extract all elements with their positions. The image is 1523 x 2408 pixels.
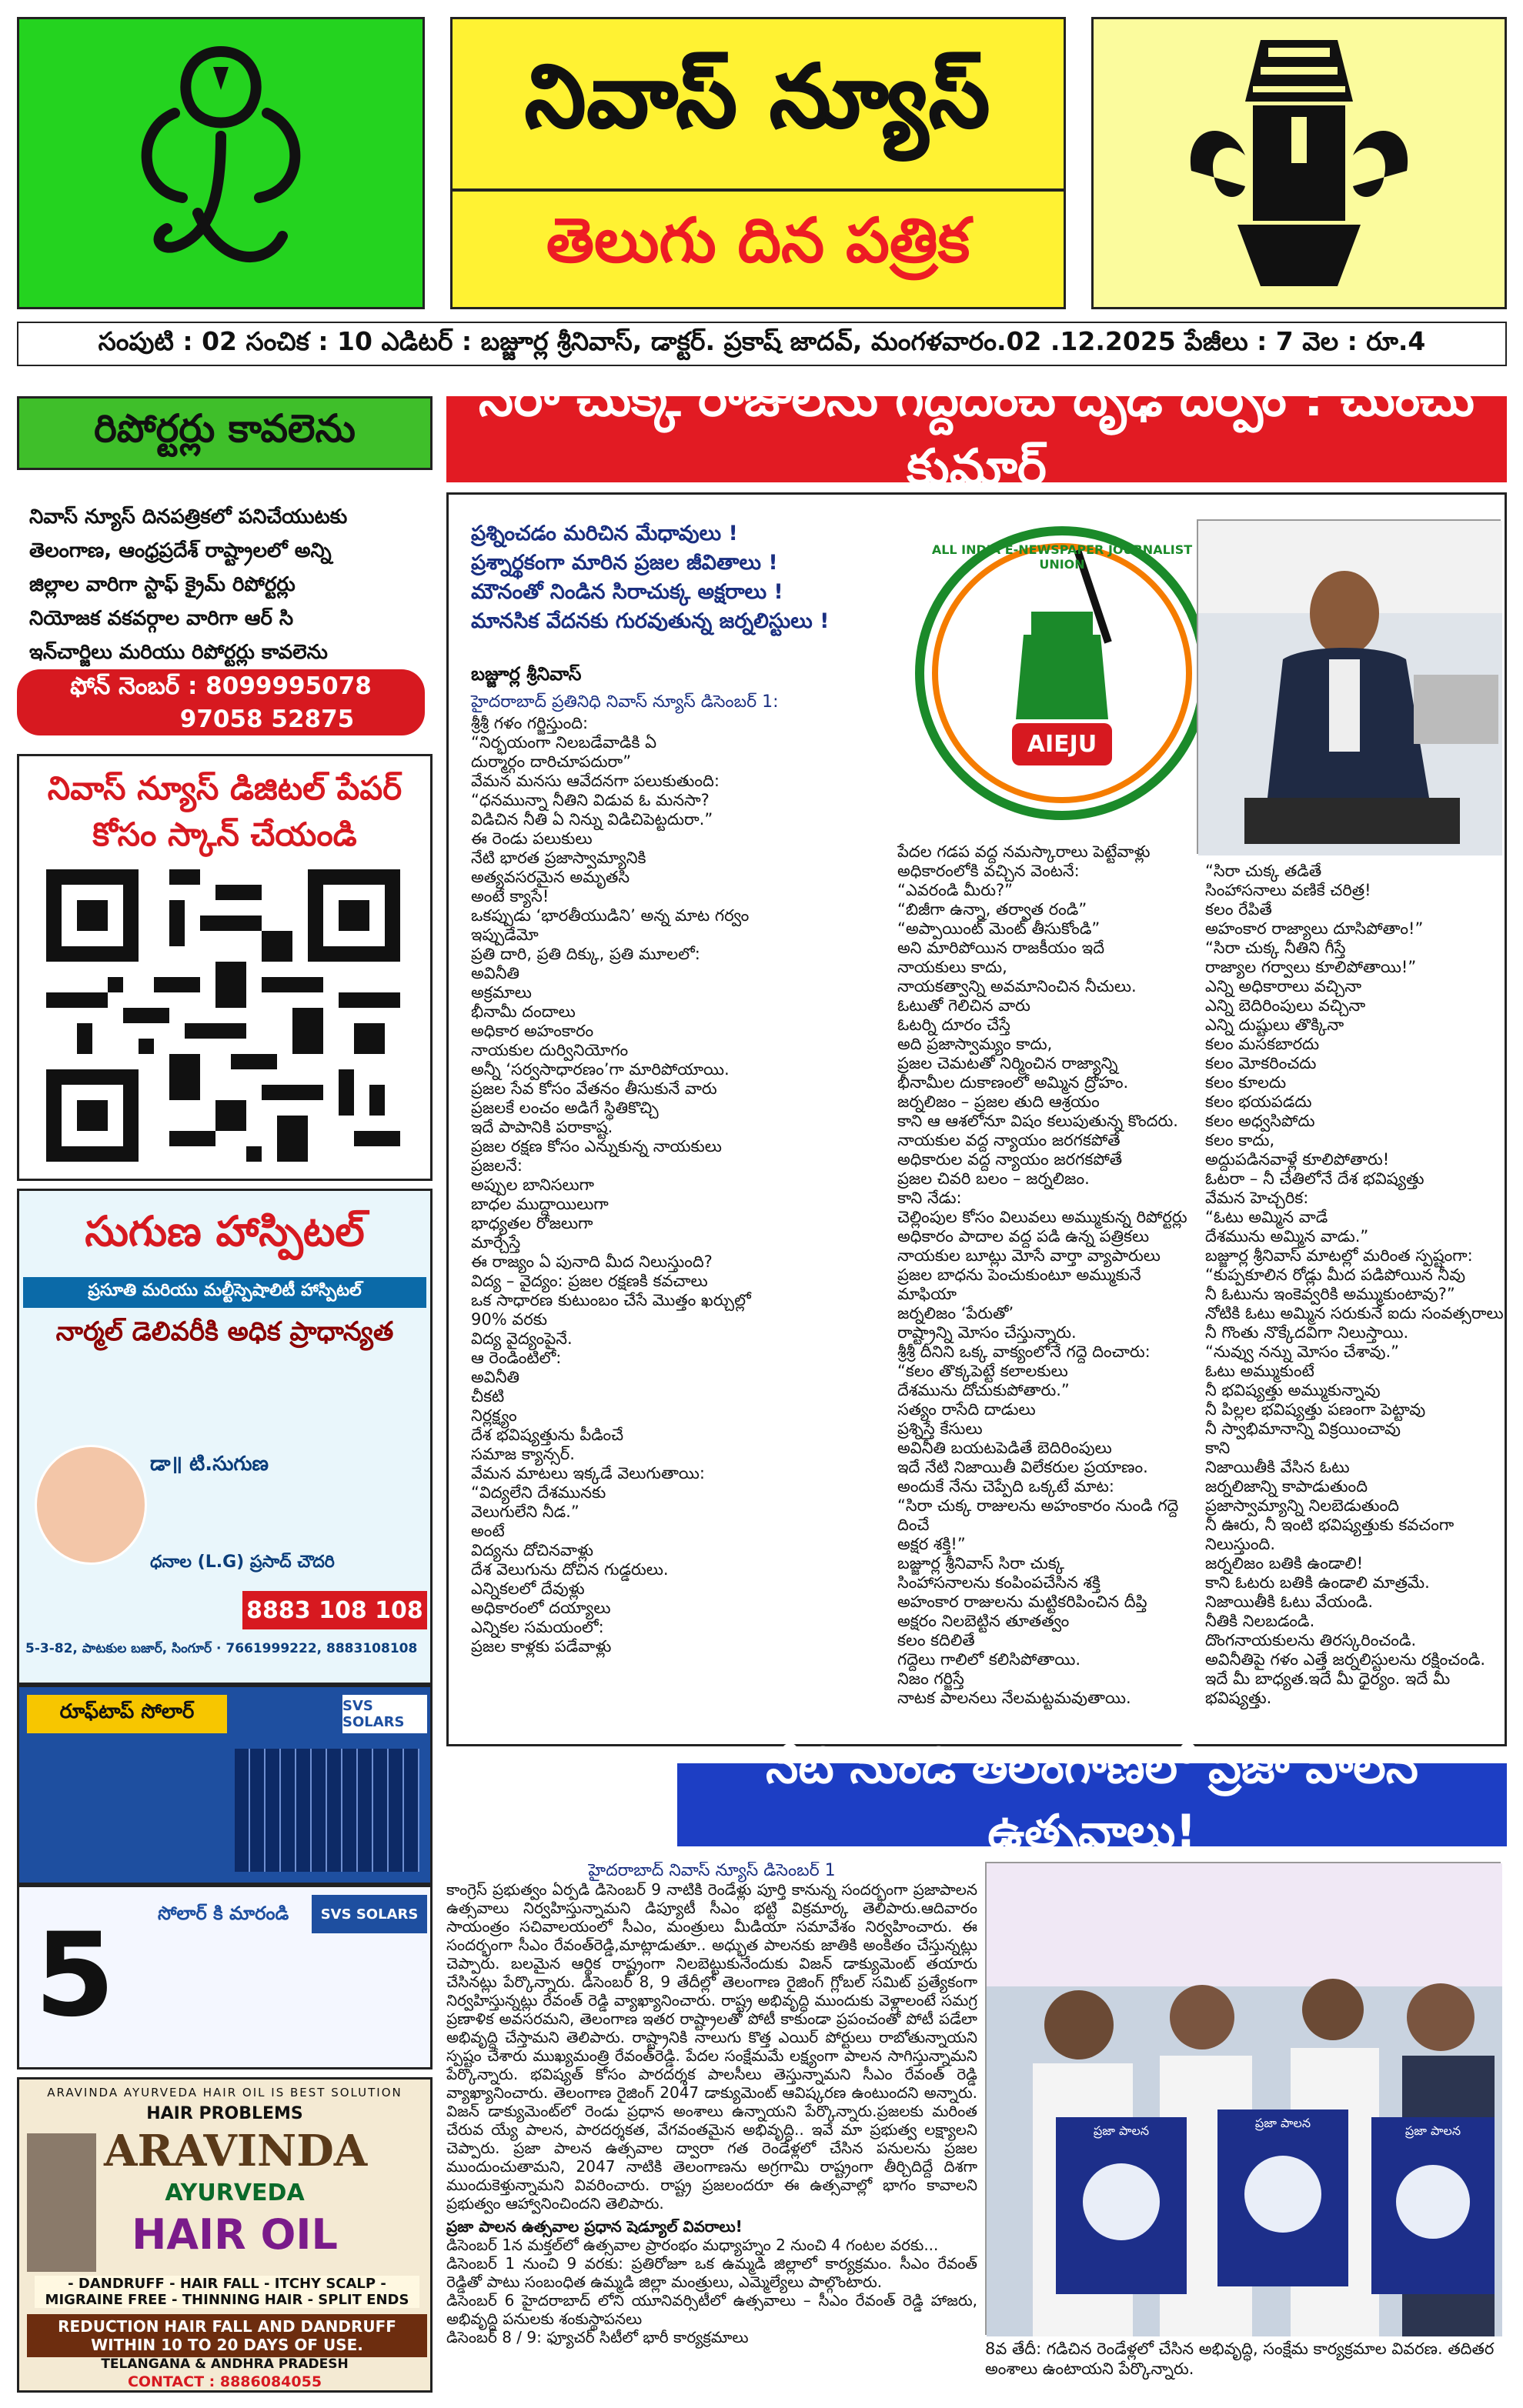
solar-title: రూఫ్‌టాప్ సోలార్ (27, 1695, 227, 1733)
solar-number: 5 (35, 1909, 115, 2043)
reporters-phone-box (17, 669, 425, 735)
article1-poem (471, 519, 902, 636)
doctor-name: డా॥ టి.సుగుణ (150, 1452, 269, 1476)
article2-headline: నేటి నుండి తెలంగాణలో ప్రజా పాలన ఉత్సవాలు! (677, 1763, 1507, 1846)
article2-paragraph: కాంగ్రెస్ ప్రభుత్వం ఏర్పడి డిసెంబర్ 9 నాటికి రెండేళ్లు పూర్తి కానున్న సందర్భంగా ప్రజాపాలన ఉత్సవాలు నిర్వహిస్తున్నామని డిప్యూటీ సీఎం భట్టి విక్రమార్క తెలిపారు.ఆదివారం సాయంత్రం సచివాలయంలో సీఎం, మంత్రులు మీడియా సమావేశం నిర్వహించారు. ఈ సందర్భంగా సీఎం రేవంత్‌రెడ్డి,మాట్లాడుతూ.. అధ్భుత పాలనకు జాతికి అంకితం చేస్తున్నట్లు చెప్పారు. బలమైన ఆర్థిక రాష్ట్రంగా నిలబెట్టుకునేందుకు విజన్ డాక్యుమెంట్ తయారు చేసినట్లు పేర్కొన్నారు. డిసెంబర్ 8, 9 తేదీల్లో తెలంగాణ రైజింగ్ గ్లోబల్ సమిట్ ప్రత్యేకంగా నిర్వహిస్తున్నట్లు రేవంత్ రెడ్డి వ్యాఖ్యానించారు. రాష్ట్ర అభివృద్ధి ముందుకు వెళ్లాలంటే సమగ్ర ప్రణాళిక అవసరమని, తెలంగాణ ఇతర రాష్ట్రాలతో పోటీ కాకుండా ప్రపంచంతో పోటీ పడేలా అభివృద్ధి చేస్తామని తెలిపారు. రాష్ట్రానికి నాలుగు కొత్త ఎయిర్ పోర్టులు రాబోతున్నాయని స్పష్టం చేశారు ముఖ్యమంత్రి రేవంత్‌రెడ్డి. పేదల సంక్షేమమే లక్ష్యంగా పాలన సాగిస్తున్నామని పేర్కొన్నారు. భవిష్యత్ కోసం పారదర్శక పాలసీలు తెస్తున్నామని సీఎం రేవంత్ రెడ్డి వ్యాఖ్యానించారు. తెలంగాణ రైజింగ్ 2047 డాక్యుమెంట్ ఆవిష్కరణ ఉంటుందని అన్నారు. విజన్ డాక్యుమెంట్‌లో రెండు ప్రధాన అంశాలు ఉన్నాయని పేర్కొన్నారు.ప్రజలకు మరింత చేరువ య్యే పాలన, పారదర్శకత, వేగవంతమైన అభివృద్ధి.. ఇవే మా ప్రభుత్వ లక్ష్యాలని చెప్పారు. ప్రజా పాలన ఉత్సవాల ద్వారా గత రెండేళ్లలో చేసిన పనులను ప్రజల ముందుంచుతామని, 2047 నాటికి తెలంగాణను అగ్రగామి రాష్ట్రంగా తీర్చిదిద్దే దిశగా ముందుకెళ్తున్నామని వివరించారు. రాష్ట్ర ప్రజలందరూ ఈ ఉత్సవాల్లో భాగం కావాలని ప్రభుత్వం ఆహ్వానించిందని తెలిపారు. (446, 1880, 977, 2213)
hair-brand-3: HAIR OIL (132, 2210, 338, 2259)
reporters-wanted-title: రిపోర్టర్లు కావలెను (17, 396, 433, 470)
issue-info-bar: సంపుటి : 02 సంచిక : 10 ఎడిటర్ : బజ్జూర్ల శ్రీనివాస్, డాక్టర్. ప్రకాష్ జాదవ్, మంగళవారం.02 .12.2025 పేజీలు : 7 వెల : రూ.4 (17, 322, 1507, 366)
ganesha-icon (105, 36, 336, 290)
article1-column-1: శ్రీశ్రీ గళం గర్జిస్తుంది: “నిర్భయంగా నిలబడేవాడికి ఏ దుర్మార్గం దారిచూపదురా” వేమన మనసు ఆవేదనగా పలుకుతుంది: “ధనమున్నా నీతిని విడువ ఓ మనసా? విడిచిన నీతి ఏ నిన్ను విడిచిపెట్టదురా.” ఈ రెండు పలుకులు నేటి భారత ప్రజాస్వామ్యానికి అత్యవసరమైన అమృతసి అంటే క్యాసే! ఒకప్పుడు ‘భారతీయుడిని’ అన్న మాట గర్వం ఇప్పుడేమో ప్రతి దారి, ప్రతి దిక్కు, ప్రతి మూలలో: అవినీతి అక్రమాలు భీనామీ దందాలు అధికార అహంకారం నాయకుల దుర్వినియోగం అన్నీ ‘సర్వసాధారణం’గా మారిపోయాయి. ప్రజల సేవ కోసం వేతనం తీసుకునే వారు ప్రజలకే లంచం అడిగే స్థితికొచ్చి ఇదే పాపానికి పరాకాష్ట. ప్రజల రక్షణ కోసం ఎన్నుకున్న నాయకులు ప్రజలనే: అప్పుల బానిసలుగా బాధల ముద్దాయిలుగా భాధ్యతల రోజలుగా మార్చేస్తే ఈ రాజ్యం ఏ పునాది మీద నిలుస్తుంది? విద్య – వైద్యం: ప్రజల రక్షణకి కవచాలు ఒక సాధారణ కుటుంబం చేసే మొత్తం ఖర్చుల్లో 90% వరకు విద్య వైద్యంపైనే. ఆ రెండింటిలో: అవినీతి చీకటి నిర్లక్ష్యం దేశ భవిష్యత్తును పీడించే సమాజ క్యాన్సర్. వేమన మాటలు ఇక్కడే వెలుగుతాయి: “విద్యలేని దేశమునకు వెలుగులేని నీడ.” అంటే విద్యను దోచినవాళ్లు దేశ వెలుగును దోచిన గుడ్డరులు. ఎన్నికలలో దేవుళ్లు అధికారంలో దయ్యాలు ఎన్నికల సమయంలో: ప్రజల కాళ్లకు పడేవాళ్లు (471, 714, 751, 1656)
solar-sub: సోలార్ కి మారండి (158, 1903, 289, 1924)
balaji-icon (1176, 32, 1422, 294)
article2-body (446, 1862, 977, 2393)
reporters-line: నియోజక వకవర్గాల వారిగా ఆర్ సి (29, 607, 294, 630)
aieju-logo (885, 519, 1239, 835)
hair-brand-1: ARAVINDA (104, 2126, 368, 2176)
aieju-name: ALL INDIA E-NEWSPAPER JOURNALIST UNION (931, 542, 1193, 572)
reporters-line: నివాస్ న్యూస్ దినపత్రికలో పనిచేయుటకు (29, 505, 348, 529)
solar-brand-2: SVS SOLARS (312, 1895, 427, 1933)
poster-label: ప్రజా పాలన (1404, 2123, 1461, 2138)
schedule-item: డిసెంబర్ 8 / 9: ఫ్యూచర్ సిటీలో భారీ కార్యక్రమాలు (446, 2328, 749, 2346)
article2-dateline: హైదరాబాద్ నివాస్ న్యూస్ డిసెంబర్ 1 (588, 1862, 836, 1880)
article2-schedule-title: ప్రజా పాలన ఉత్సవాల ప్రధాన షెడ్యూల్ వివరాలు! (446, 2217, 743, 2236)
phone-line: 97058 52875 (179, 705, 355, 733)
hospital-address: 5-3-82, పాటకుల బజార్, సింగూర్ · 7661999222, 8883108108 (25, 1641, 418, 1656)
poster-label: ప్రజా పాలన (1254, 2116, 1311, 2130)
article1-byline: బజ్జూర్ల శ్రీనివాస్ (471, 663, 582, 685)
manager-name: ధనాల (L.G) ప్రసాద్ చౌదరి (150, 1553, 335, 1572)
qr-title: నివాస్ న్యూస్ డిజిటల్ పేపర్ కోసం స్కాన్ చేయండి (47, 769, 402, 853)
article2-photo-caption: 8వ తేదీ: గడిచిన రెండేళ్లలో చేసిన అభివృద్ధి, సంక్షేమ కార్యక్రమాల వివరణ. తదితర అంశాలు ఉంటాయని పేర్కొన్నారు. (985, 2340, 1495, 2378)
hospital-title: సుగుణ హాస్పిటల్ (85, 1206, 365, 1256)
article1-column-3: “సిరా చుక్క తడితే సింహాసనాలు వణికే చరిత్ర! కలం రేపితే అహంకార రాజ్యాలు దూసిపోతాం!” “సిరా చుక్క నీతిని గీస్తే రాజ్యాల గర్వాలు కూలిపోతాయి!” ఎన్ని అధికారాలు వచ్చినా ఎన్ని బెదిరింపులు వచ్చినా ఎన్ని దుష్టులు తొక్కినా కలం మసకబారదు కలం మోకరించదు కలం కూలదు కలం భయపడదు కలం అధ్వసిపోదు కలం కాదు, అద్దుపడినవాళ్లే కూలిపోతారు! ఓటరా – నీ చేతిలోనే దేశ భవిష్యత్తు వేమన హెచ్చరిక: “ఓటు అమ్మిన వాడే దేశమును అమ్మిన వాడు.” బజ్జూర్ల శ్రీనివాస్ మాటల్లో మరింత స్పష్టంగా: “కుప్పకూలిన రోడ్లు మీద పడిపోయిన నీవు నీ ఓటును ఇంకెవ్వరికి అమ్ముకుంటావు?” నోటికి ఓటు అమ్మిన సరుకునే ఐదు సంవత్సరాలు నీ గొంతు నొక్కేదవిగా నిలుస్తాయి. “నువ్వు నన్ను మోసం చేశావు.” ఓటు అమ్ముకుంటే నీ భవిష్యత్తు అమ్ముకున్నావు నీ పిల్లల భవిష్యత్తు పణంగా పెట్టావు నీ స్వాభిమానాన్ని విక్రయించావు కాని నిజాయితీకి వేసిన ఓటు జర్నలిజాన్ని కాపాడుతుంది ప్రజాస్వామ్యాన్ని నిలబెడుతుంది నీ ఊరు, నీ ఇంటి భవిష్యత్తుకు కవచంగా నిలుస్తుంది. జర్నలిజం బతికి ఉండాలి! కాని ఓటరు బతికి ఉండాలి మాత్రమే. నిజాయితీకి ఓటు వేయండి. నీతికి నిలబడండి. దొంగనాయకులను తిరస్కరించండి. అవినీతిపై గళం ఎత్తే జర్నలిస్టులను రక్షించండి. ఇదే మీ బాధ్యత.ఇదే మీ ధైర్యం. ఇదే మీ భవిష్యత్తు. (1205, 862, 1504, 1707)
masthead-left-panel (17, 17, 425, 309)
article2-photo (985, 1862, 1501, 2335)
schedule-item: డిసెంబర్ 1న మక్తల్‌లో ఉత్సవాల ప్రారంభం మధ్యాహ్నం 2 నుంచి 4 గంటల వరకు... (446, 2236, 939, 2254)
article1-photo (1197, 519, 1501, 854)
hair-list: - DANDRUFF - HAIR FALL - ITCHY SCALP - MIGRAINE FREE - THINNING HAIR - SPLIT ENDS (35, 2276, 419, 2308)
aieju-abbr: AIEJU (1027, 731, 1097, 758)
newspaper-subtitle: తెలుగు దిన పత్రిక (453, 188, 1064, 304)
reporters-line: జిల్లాల వారిగా స్టాఫ్ క్రైమ్ రిపోర్టర్లు (29, 573, 296, 596)
hair-contact: CONTACT : 8886084055 (127, 2373, 322, 2390)
hair-claim: REDUCTION HAIR FALL AND DANDRUFF WITHIN 10 TO 20 DAYS OF USE. (27, 2314, 427, 2357)
article1-column-2: పేదల గడప వద్ద నమస్కారాలు పెట్టేవాళ్లు అధికారంలోకి వచ్చిన వెంటనే: “ఎవరండి మీరు?” “బిజీగా ఉన్నా, తర్వాత రండి” “అప్పాయింట్ మెంట్ తీసుకోండి” అని మారిపోయిన రాజకీయం ఇదే నాయకులు కాదు, నాయకత్వాన్ని అవమానించిన నీచులు. ఓటుతో గెలిచిన వారు ఓటర్ని దూరం చేస్తే అది ప్రజాస్వామ్యం కాదు, ప్రజల చెమటతో నిర్మించిన రాజ్యాన్ని భీనామీల దుకాణంలో అమ్మిన ద్రోహం. జర్నలిజం – ప్రజల తుది ఆశ్రయం కాని ఆ ఆశలోనూ విషం కలుపుతున్న కొందరు. నాయకుల వద్ద న్యాయం జరగకపోతే అధికారుల వద్ద న్యాయం జరగకపోతే ప్రజల చివరి బలం – జర్నలిజం. కాని నేడు: చెల్లింపుల కోసం విలువలు అమ్ముకున్న రిపోర్టర్లు అధికారం పాదాల వద్ద పడి ఉన్న పత్రికలు నాయకుల బూట్లు మోసే వార్తా వ్యాపారులు ప్రజల బాధను పెంచుకుంటూ అమ్ముకునే మాఫియా జర్నలిజం ‘పేరుతో’ రాష్ట్రాన్ని మోసం చేస్తున్నారు. శ్రీశ్రీ దీనిని ఒక్క వాక్యంలోనే గద్దె దించారు: “కలం తొక్కపెట్టే కలాలకులు దేశమును దోచుకుపోతారు.” సత్యం రాసేది దాడులు ప్రశ్నిస్తే కేసులు అవినీతి బయటపెడితే బెదిరింపులు ఇదే నేటి నిజాయితీ విలేకరుల ప్రయాణం. అందుకే నేను చెప్పేది ఒక్కటే మాట: “సిరా చుక్క రాజులను అహంకారం నుండి గద్దె దించే అక్షర శక్తి!” బజ్జూర్ల శ్రీనివాస్ సిరా చుక్క సింహాసనాలను కంపింపచేసిన శక్తి అహంకార రాజులను మట్టికరిపించిన దీప్తి అక్షరం నిలబెట్టిన తూతత్వం కలం కదిలితే గద్దెలు గాలిలో కలిసిపోతాయి. నిజం గర్జిస్తే నాటక పాలనలు నేలమట్టమవుతాయి. (897, 842, 1187, 1707)
masthead-title-panel (450, 17, 1066, 309)
poem-line: ప్రశ్నార్థకంగా మారిన ప్రజల జీవితాలు ! (471, 551, 778, 575)
masthead-right-panel (1091, 17, 1507, 309)
hospital-phone: 8883 108 108 (242, 1591, 427, 1629)
solar-ad-1 (17, 1685, 433, 1885)
hair-tag: ARAVINDA AYURVEDA HAIR OIL IS BEST SOLUTION (47, 2086, 402, 2099)
phone-line: ఫోన్ నెంబర్ : 8099995078 (70, 672, 372, 700)
schedule-item: డిసెంబర్ 6 హైదరాబాద్ లోని యూనివర్సిటీలో ఉత్సవాలు – సీఎం రేవంత్ రెడ్డి హాజరు, అభివృద్ధి పనులకు శంకుస్థాపనలు (446, 2291, 977, 2328)
solar-ad-2 (17, 1885, 433, 2069)
poem-line: ప్రశ్నించడం మరిచిన మేధావులు ! (471, 522, 738, 545)
reporters-line: తెలంగాణ, ఆంధ్రప్రదేశ్ రాష్ట్రాలలో అన్ని (29, 539, 332, 562)
schedule-item: డిసెంబర్ 1 నుంచి 9 వరకు: ప్రతిరోజూ ఒక ఉమ్మడి జిల్లాలో కార్యక్రమం. సీఎం రేవంత్ రెడ్డితో పాటు సంబంధిత ఉమ్మడి జిల్లా మంత్రులు, ఎమ్మెల్యేలు పాల్గొంటారు. (446, 2254, 977, 2291)
hair-before-after-photo (27, 2133, 96, 2272)
newspaper-title: నివాస్ న్యూస్ (525, 47, 991, 147)
hospital-tagline: నార్మల్ డెలివరీకి అధిక ప్రాధాన్యత (55, 1316, 394, 1347)
hospital-subtitle: ప్రసూతి మరియు మల్టీస్పెషాలిటీ హాస్పిటల్ (23, 1277, 426, 1308)
article1-dateline: హైదరాబాద్ ప్రతినిధి నివాస్ న్యూస్ డిసెంబర్ 1: (471, 692, 779, 712)
poem-line: మౌనంతో నిండిన సిరాచుక్క అక్షరాలు ! (471, 580, 783, 604)
hair-oil-ad (17, 2077, 433, 2393)
poster-label: ప్రజా పాలన (1093, 2123, 1150, 2138)
solar-panels (235, 1749, 419, 1872)
qr-code-icon (46, 869, 400, 1162)
reporters-line: ఇన్‌చార్జిలు మరియు రిపోర్టర్లు కావలెను (29, 641, 328, 664)
solar-brand: SVS SOLARS (342, 1695, 427, 1733)
poem-line: మానసిక వేదనకు గురవుతున్న జర్నలిస్టులు ! (471, 609, 830, 633)
hair-brand-2: AYURVEDA (165, 2180, 305, 2206)
article1-headline: సిరా చుక్క రాజులను గద్దెదించే దృఢ దర్పం : చుంచు కుమార్ (446, 396, 1507, 482)
doctor-photo (35, 1445, 147, 1565)
qr-code[interactable] (46, 869, 400, 1162)
hair-region: TELANGANA & ANDHRA PRADESH (101, 2356, 349, 2372)
hair-problems: HAIR PROBLEMS (146, 2104, 303, 2123)
